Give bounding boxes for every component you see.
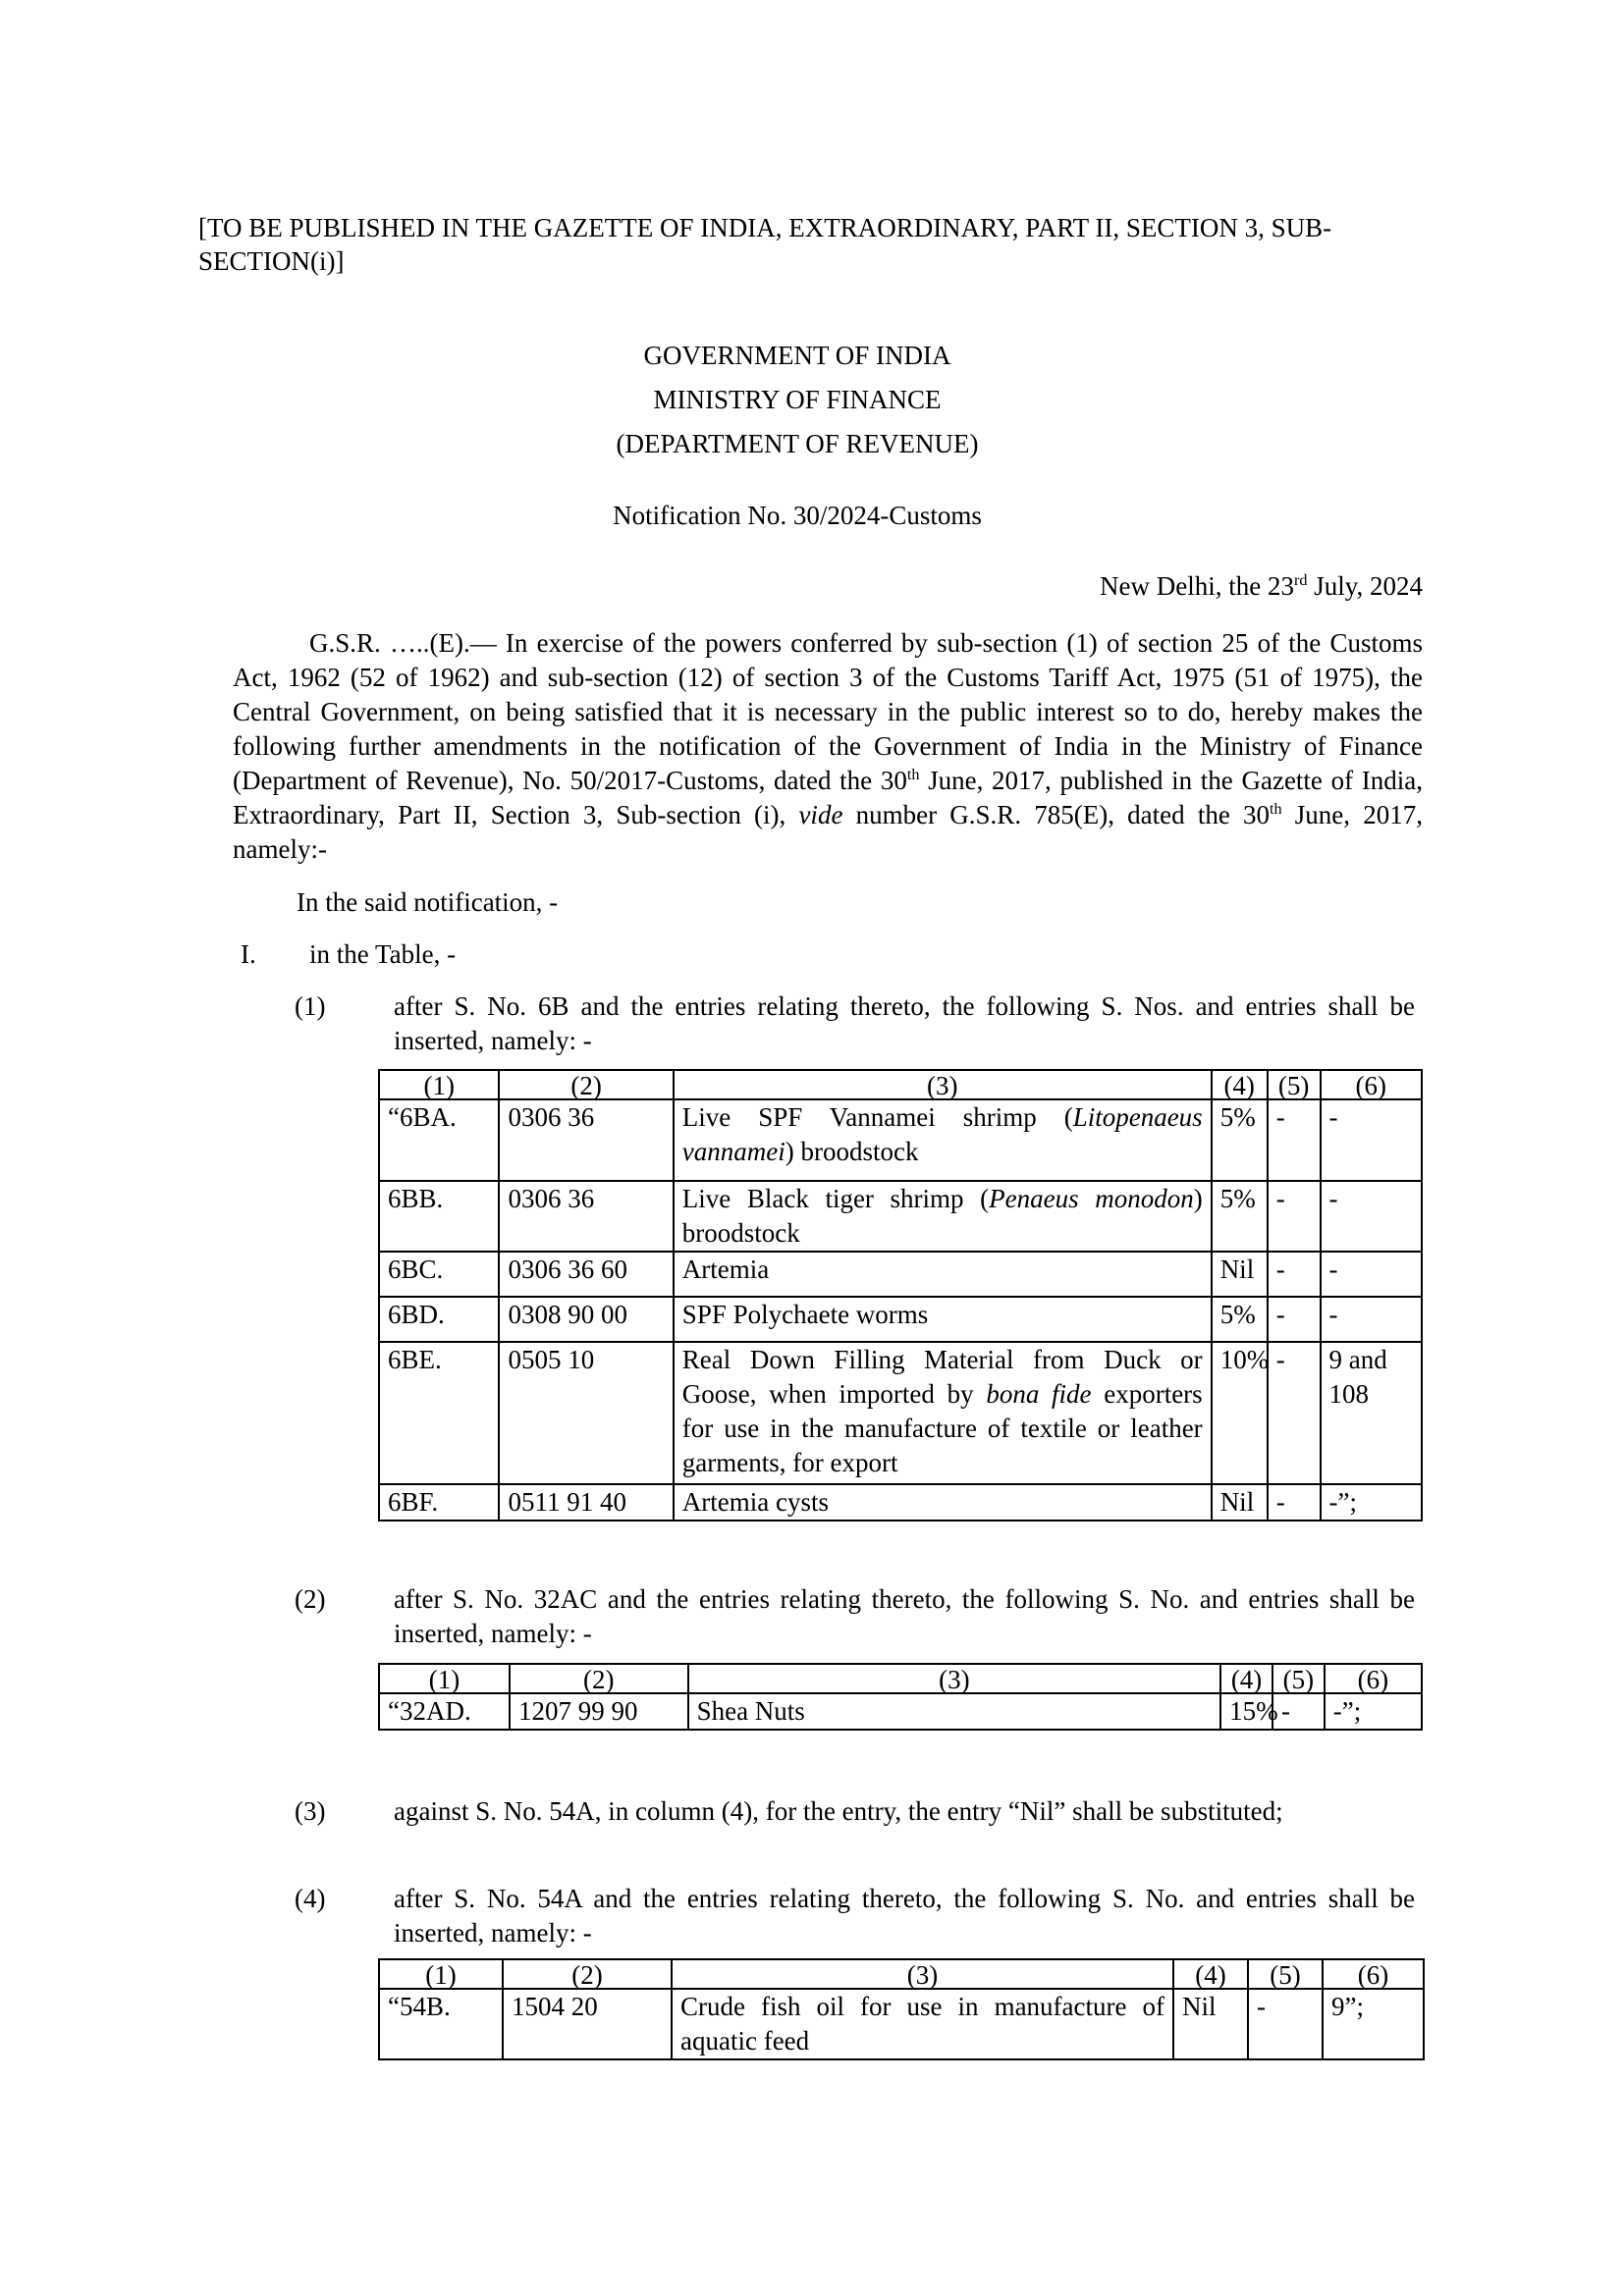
serial-number-cell: 6BC. [379,1252,499,1297]
rate-cell: 5% [1212,1181,1268,1252]
rate-cell: 10% [1212,1342,1268,1484]
table-header-row [379,1664,1422,1693]
condition-cell: -”; [1321,1484,1422,1521]
tariff-heading-cell: 0505 10 [499,1342,673,1484]
table-row [379,1484,1422,1521]
column-header: (4) [1173,1959,1248,1989]
tariff-heading-cell: 0308 90 00 [499,1297,673,1342]
column-header: (6) [1323,1959,1424,1989]
description-cell: Live Black tiger shrimp (Penaeus monodon) broodstock [674,1181,1212,1252]
condition-cell: -”; [1325,1693,1422,1730]
amendment-table-3 [378,1958,1425,2060]
description-cell: Shea Nuts [688,1693,1221,1730]
rate-cell: 15% [1220,1693,1272,1730]
description-cell: Real Down Filling Material from Duck or Goose, when imported by bona fide exporters for use in the manufacture of textile or leather garments, for export [674,1342,1212,1484]
tariff-heading-cell: 0306 36 [499,1099,673,1181]
condition-cell: - [1321,1252,1422,1297]
column-5-cell: - [1268,1181,1321,1252]
table-row [379,1693,1422,1730]
description-cell: Artemia [674,1252,1212,1297]
preamble-sup-1: th [906,766,920,783]
rate-cell: 5% [1212,1297,1268,1342]
table-row [379,1099,1422,1181]
serial-number-cell: 6BF. [379,1484,499,1521]
description-cell: Crude fish oil for use in manufacture of aquatic feed [672,1989,1173,2059]
department-name: (DEPARTMENT OF REVENUE) [616,429,979,458]
said-notification-line: In the said notification, - [297,887,559,917]
condition-cell: - [1321,1297,1422,1342]
tariff-heading-cell: 0306 36 [499,1181,673,1252]
table-row [379,1342,1422,1484]
preamble-vide: vide [798,800,843,829]
preamble-part-2: June, 2017, published in the Gazette of India, Extraordinary, Part II, Section 3, Sub-section (i), [233,766,1423,829]
column-header: (5) [1248,1959,1323,1989]
column-5-cell: - [1268,1297,1321,1342]
item-number-1: (1) [295,991,326,1021]
table-row [379,1181,1422,1252]
column-header: (1) [379,1070,499,1099]
item-number-4: (4) [295,1884,326,1913]
preamble-paragraph [233,626,1423,867]
description-cell: Artemia cysts [674,1484,1212,1521]
serial-number-cell: “6BA. [379,1099,499,1181]
item-number-3: (3) [295,1796,326,1826]
item-text-3: against S. No. 54A, in column (4), for the entry, the entry “Nil” shall be substituted; [394,1796,1283,1826]
rate-cell: Nil [1212,1252,1268,1297]
column-5-cell: - [1248,1989,1323,2059]
column-5-cell: - [1268,1252,1321,1297]
rate-cell: Nil [1212,1484,1268,1521]
serial-number-cell: 6BD. [379,1297,499,1342]
preamble-part-4: June, 2017, namely:- [233,800,1423,864]
roman-numeral: I. [241,939,256,969]
condition-cell: 9 and 108 [1321,1342,1422,1484]
serial-number-cell: “32AD. [379,1693,510,1730]
table-row [379,1252,1422,1297]
column-header: (2) [499,1070,673,1099]
condition-cell: 9”; [1323,1989,1424,2059]
column-header: (5) [1268,1070,1321,1099]
column-header: (5) [1272,1664,1325,1693]
condition-cell: - [1321,1099,1422,1181]
notification-date [884,569,1423,604]
column-5-cell: - [1268,1484,1321,1521]
column-header: (4) [1220,1664,1272,1693]
column-header: (6) [1325,1664,1422,1693]
gazette-header: [TO BE PUBLISHED IN THE GAZETTE OF INDIA, EXTRAORDINARY, PART II, SECTION 3, SUB-SECTION(i)] [198,213,1332,276]
column-header: (3) [674,1070,1212,1099]
column-header: (3) [672,1959,1173,1989]
column-header: (3) [688,1664,1221,1693]
column-5-cell: - [1268,1099,1321,1181]
description-cell: Live SPF Vannamei shrimp (Litopenaeus vannamei) broodstock [674,1099,1212,1181]
tariff-heading-cell: 1207 99 90 [510,1693,688,1730]
table-header-row [379,1959,1424,1989]
rate-cell: Nil [1173,1989,1248,2059]
ministry-name: MINISTRY OF FINANCE [653,385,942,414]
rate-cell: 5% [1212,1099,1268,1181]
table-row [379,1989,1424,2059]
column-header: (1) [379,1664,510,1693]
item-text-4: after S. No. 54A and the entries relating thereto, the following S. No. and entries shall be inserted, namely: - [394,1884,1415,1948]
tariff-heading-cell: 1504 20 [503,1989,672,2059]
table-row [379,1297,1422,1342]
column-header: (1) [379,1959,503,1989]
preamble-sup-2: th [1270,800,1282,818]
column-header: (4) [1212,1070,1268,1099]
item-number-2: (2) [295,1584,326,1614]
column-header: (2) [510,1664,688,1693]
date-suffix: July, 2024 [1307,571,1423,601]
amendment-table-2 [378,1663,1423,1731]
table-header-row [379,1070,1422,1099]
date-prefix: New Delhi, the 23 [1100,571,1294,601]
column-5-cell: - [1272,1693,1325,1730]
condition-cell: - [1321,1181,1422,1252]
serial-number-cell: 6BE. [379,1342,499,1484]
item-text-2: after S. No. 32AC and the entries relating thereto, the following S. No. and entries shall be inserted, namely: - [394,1584,1415,1648]
preamble-part-1: G.S.R. …..(E).— In exercise of the powers conferred by sub-section (1) of section 25 of the Customs Act, 1962 (52 of 1962) and sub-section (12) of section 3 of the Customs Tariff Act, 1975 (51 of 1975), the Central Government, on being satisfied that it is necessary in the public interest so to do, hereby makes the following further amendments in the notification of the Government of India in the Ministry of Finance (Department of Revenue), No. 50/2017-Customs, dated the 30 [233,628,1423,795]
tariff-heading-cell: 0511 91 40 [499,1484,673,1521]
column-header: (6) [1321,1070,1422,1099]
tariff-heading-cell: 0306 36 60 [499,1252,673,1297]
description-cell: SPF Polychaete worms [674,1297,1212,1342]
government-name: GOVERNMENT OF INDIA [643,341,951,370]
column-5-cell: - [1268,1342,1321,1484]
item-text-1: after S. No. 6B and the entries relating thereto, the following S. Nos. and entries shall be inserted, namely: - [394,991,1415,1055]
roman-item-text: in the Table, - [309,939,457,969]
serial-number-cell: 6BB. [379,1181,499,1252]
preamble-part-3: number G.S.R. 785(E), dated the 30 [842,800,1271,829]
date-superscript: rd [1294,571,1308,589]
notification-number: Notification No. 30/2024-Customs [613,501,982,530]
amendment-table-1 [378,1069,1423,1522]
column-header: (2) [503,1959,672,1989]
serial-number-cell: “54B. [379,1989,503,2059]
